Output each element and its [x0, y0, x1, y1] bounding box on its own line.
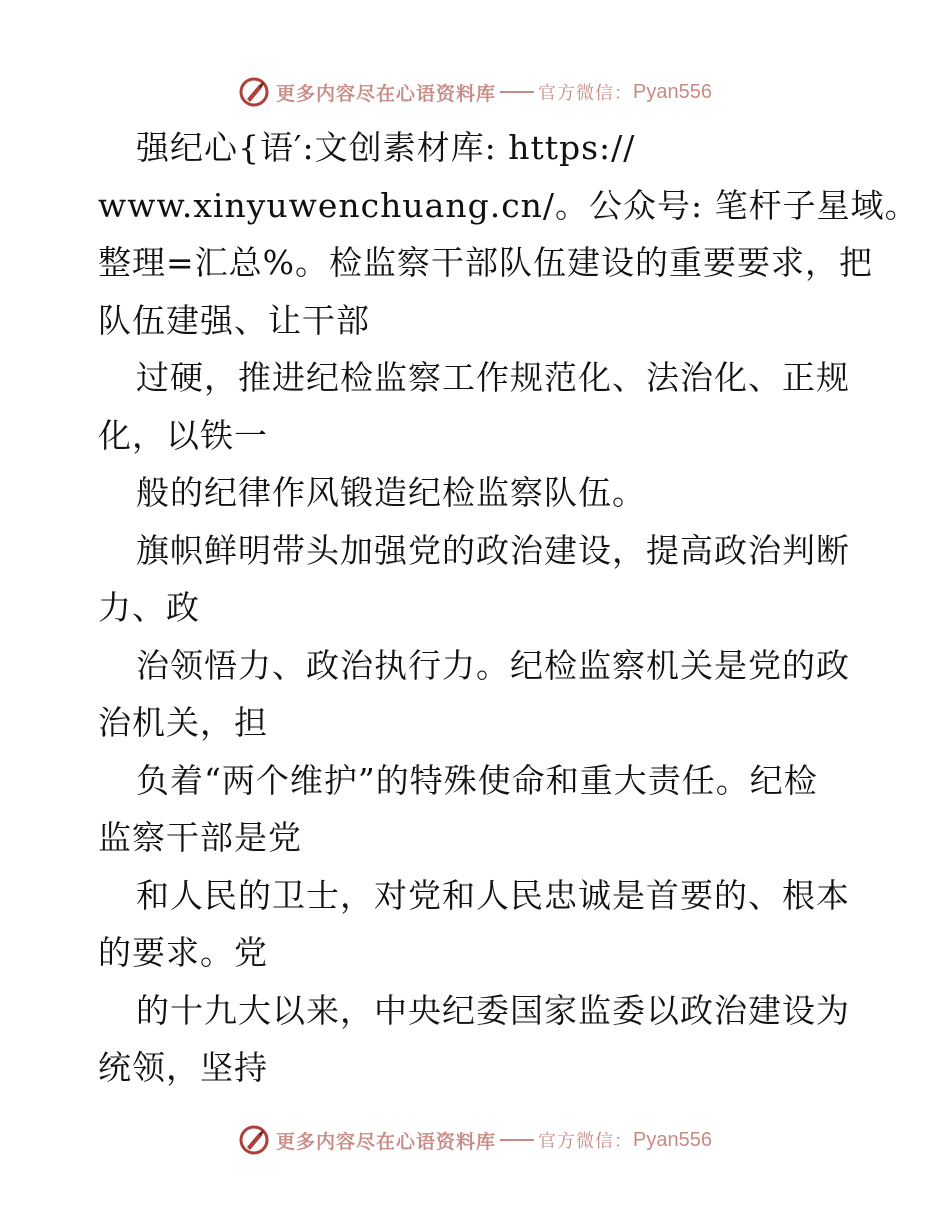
text-line: 监察干部是党	[98, 818, 302, 857]
text-line: 治领悟力、政治执行力。纪检监察机关是党的政	[136, 645, 850, 685]
text-line: 强纪心{语′:文创素材库: https://	[136, 128, 636, 167]
text-line: 旗帜鲜明带头加强党的政治建设，提高政治判断	[136, 530, 850, 570]
text-line: 般的纪律作风锻造纪检监察队伍。	[136, 473, 646, 512]
text-line: 队伍建强、让干部	[98, 300, 370, 340]
text-line: 治机关，担	[98, 703, 268, 742]
banner-dash	[500, 91, 534, 93]
text-line: 化，以铁一	[98, 415, 268, 455]
text-line: 的要求。党	[98, 933, 268, 972]
text-line: 整理=汇总%。检监察干部队伍建设的重要要求，把	[98, 243, 874, 282]
text-line: 的十九大以来，中央纪委国家监委以政治建设为	[136, 990, 850, 1030]
banner-wechat-label: 官方微信：	[538, 83, 634, 104]
banner-wechat-id: Pyan556	[633, 80, 712, 103]
header-watermark-banner	[0, 72, 950, 112]
text-line: 力、政	[98, 588, 200, 627]
banner-wechat-id: Pyan556	[633, 1128, 712, 1151]
text-line: 负着“两个维护”的特殊使命和重大责任。纪检	[136, 760, 818, 800]
banner-main-text: 更多内容尽在心语资料库	[276, 82, 497, 105]
banner-main-text: 更多内容尽在心语资料库	[276, 1130, 497, 1153]
document-body	[98, 119, 919, 1097]
banner-dash	[500, 1139, 534, 1141]
pen-logo-icon	[238, 1124, 270, 1156]
text-line: www.xinyuwenchuang.cn/。公众号: 笔杆子星域。	[98, 185, 919, 225]
text-line: 和人民的卫士，对党和人民忠诚是首要的、根本	[136, 875, 850, 915]
text-line: 统领，坚持	[98, 1048, 268, 1087]
footer-watermark-banner	[0, 1120, 950, 1160]
pen-logo-icon	[238, 76, 270, 108]
banner-wechat-label: 官方微信：	[538, 1131, 634, 1152]
text-line: 过硬，推进纪检监察工作规范化、法治化、正规	[136, 358, 850, 397]
